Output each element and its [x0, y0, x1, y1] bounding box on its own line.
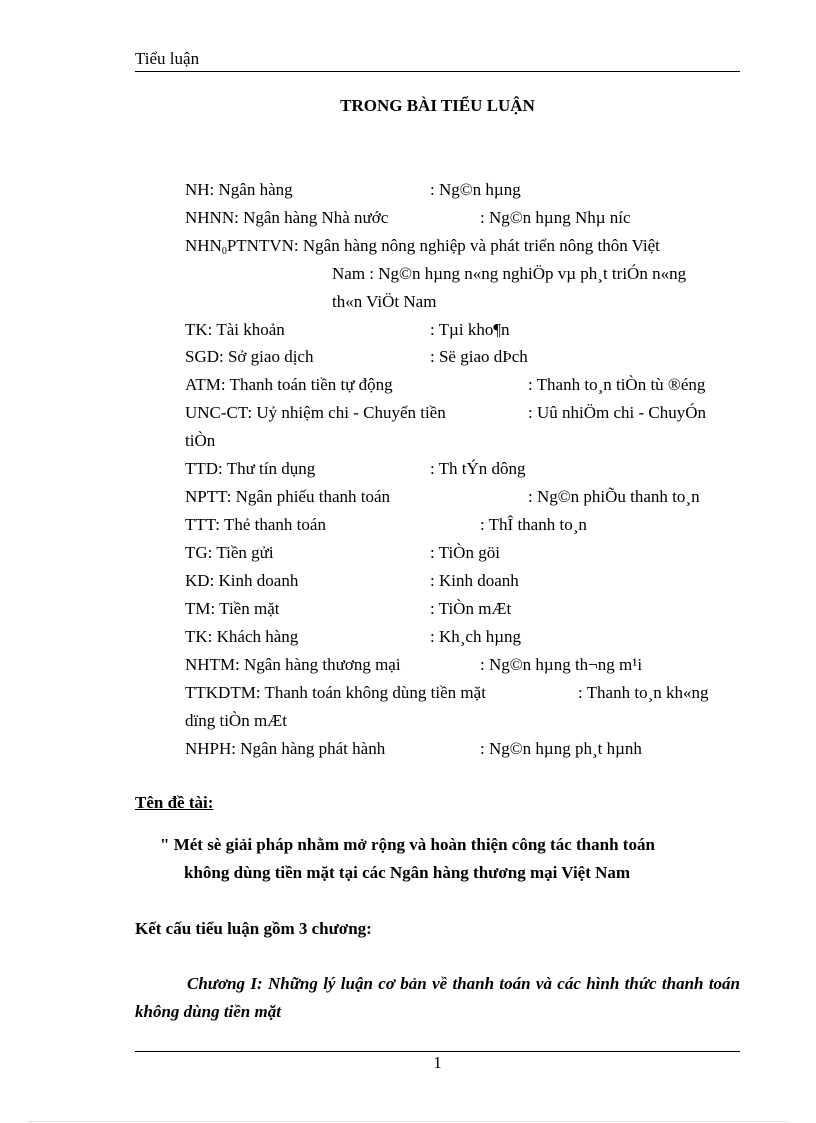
page-title: TRONG BÀI TIỂU LUẬN [340, 96, 535, 115]
abbr-key: NHPH: Ngân hàng phát hành [185, 739, 386, 758]
abbr-key: UNC-CT: Uỷ nhiệm chi - Chuyển tiền [185, 403, 446, 422]
abbr-key: TG: Tiền gửi [185, 543, 274, 562]
abbr-value-cont: th«n ViÖt Nam [332, 292, 437, 311]
abbr-value: : Tµi kho¶n [430, 320, 510, 339]
abbr-value: : Kh¸ch hµng [430, 627, 522, 646]
abbr-value: : Kinh doanh [430, 571, 519, 590]
abbr-key: TTD: Thư tín dụng [185, 459, 316, 478]
abbr-row [185, 232, 740, 316]
abbr-key: $NHN_0PTNTVN$: Ngân hàng nông nghiệp và phát triển nông thôn Việt [185, 236, 660, 257]
header-rule [135, 71, 740, 72]
footer-rule [135, 1051, 740, 1052]
abbr-key: TTT: Thẻ thanh toán [185, 515, 326, 534]
abbr-value-cont: tiÒn [185, 431, 216, 450]
topic-line: " Mét sè giải pháp nhằm mở rộng và hoàn thiện công tác thanh toán [160, 835, 655, 854]
abbr-key: NH: Ngân hàng [185, 180, 293, 199]
abbr-key: SGD: Sở giao dịch [185, 347, 314, 366]
structure-label: Kết cấu tiểu luận gồm 3 chương: [135, 919, 372, 938]
abbr-value: : TiÒn mÆt [430, 599, 512, 618]
topic-label: Tên đề tài: [135, 793, 214, 812]
abbr-key: TM: Tiền mặt [185, 599, 280, 618]
abbr-key: NHNN: Ngân hàng Nhà nước [185, 208, 389, 227]
abbr-value: : Ng©n hµng th¬ng m¹i [480, 655, 643, 674]
abbr-value: : Thanh to¸n kh«ng [578, 683, 709, 702]
chapter-heading: Chương I: Những lý luận cơ bản về thanh toán và các hình thức thanh toán không dùng tiền mặt [135, 974, 740, 1021]
abbr-value: : Thanh to¸n tiÒn tù ®éng [528, 375, 706, 394]
abbr-value: Nam : Ng©n hµng n«ng nghiÖp vµ ph¸t triÓn n«ng [332, 264, 687, 283]
abbr-value: : Së giao dÞch [430, 347, 528, 366]
abbr-value: : TiÒn göi [430, 543, 500, 562]
abbr-value: : Uû nhiÖm chi - ChuyÓn [528, 403, 707, 422]
abbr-value: : Ng©n phiÕu thanh to¸n [528, 487, 700, 506]
abbr-key: ATM: Thanh toán tiền tự động [185, 375, 393, 394]
page-number: 1 [433, 1053, 442, 1072]
abbr-value: : Th tÝn dông [430, 459, 526, 478]
running-header: Tiểu luận [135, 49, 200, 68]
abbr-value: : Ng©n hµng Nhµ níc [480, 208, 631, 227]
abbr-key: TTKDTM: Thanh toán không dùng tiền mặt [185, 683, 486, 702]
abbr-key: NPTT: Ngân phiếu thanh toán [185, 487, 391, 506]
abbr-value: : ThÎ thanh to¸n [480, 515, 587, 534]
abbr-key: TK: Khách hàng [185, 627, 299, 646]
abbr-value: : Ng©n hµng ph¸t hµnh [480, 739, 642, 758]
abbr-key: TK: Tài khoản [185, 320, 285, 339]
abbr-value: : Ng©n hµng [430, 180, 521, 199]
abbr-key: NHTM: Ngân hàng thương mại [185, 655, 401, 674]
abbr-value-cont: dïng tiÒn mÆt [185, 711, 288, 730]
page-bottom-border [28, 1121, 788, 1122]
abbr-key: KD: Kinh doanh [185, 571, 299, 590]
topic-title [160, 831, 740, 887]
topic-line: không dùng tiền mặt tại các Ngân hàng thương mại Việt Nam [184, 863, 631, 882]
